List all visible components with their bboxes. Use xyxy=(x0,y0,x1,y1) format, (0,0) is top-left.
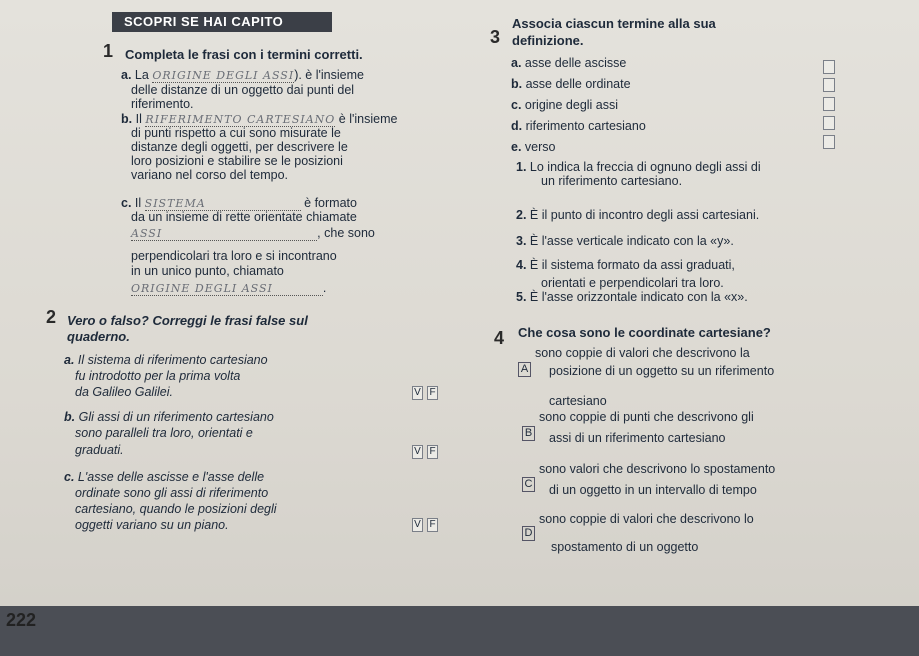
ex3-number: 3 xyxy=(490,27,501,47)
ex1-c-post: è formato xyxy=(304,196,357,210)
ex3-term-c-label: c. xyxy=(511,98,522,112)
section-header: SCOPRI SE HAI CAPITO xyxy=(112,12,332,32)
ex3-def1-line2: un riferimento cartesiano. xyxy=(541,174,683,188)
ex1-a-pre: La xyxy=(134,68,149,82)
ex2-c-line3: cartesiano, quando le posizioni degli xyxy=(75,502,277,516)
ex1-c-end: . xyxy=(322,281,327,295)
ex2-number: 2 xyxy=(46,307,57,327)
ex2-a-text1: Il sistema di riferimento cartesiano xyxy=(77,353,268,367)
ex3-def5-text: È l'asse orizzontale indicato con la «x». xyxy=(529,290,748,304)
ex3-def4-number: 4. xyxy=(516,258,527,272)
ex3-def3-number: 3. xyxy=(516,234,527,248)
ex1-c-line1 xyxy=(121,196,357,211)
ex1-number: 1 xyxy=(103,41,114,61)
ex1-b-line2: di punti rispetto a cui sono misurate le xyxy=(131,126,341,140)
ex2-a-false-checkbox[interactable]: F xyxy=(427,386,438,400)
ex1-b-pre: Il xyxy=(135,112,142,126)
ex1-a-post: ). è l'insieme xyxy=(294,68,364,82)
ex3-answer-box-c[interactable] xyxy=(823,97,835,111)
ex2-c-false-checkbox[interactable]: F xyxy=(427,518,438,532)
ex2-a-line2: fu introdotto per la prima volta xyxy=(75,369,241,383)
ex3-term-d-label: d. xyxy=(511,119,523,133)
ex3-term-e-text: verso xyxy=(524,140,556,154)
ex3-def4-line1 xyxy=(516,258,735,273)
ex2-a-line3: da Galileo Galilei. xyxy=(75,385,173,399)
ex3-answer-box-e[interactable] xyxy=(823,135,835,149)
ex2-b-line2: sono paralleli tra loro, orientati e xyxy=(75,426,253,440)
ex2-b-line3: graduati. xyxy=(75,443,124,457)
ex3-term-d-text: riferimento cartesiano xyxy=(525,119,646,133)
ex3-answer-box-d[interactable] xyxy=(823,116,835,130)
ex2-c-label: c. xyxy=(64,470,75,484)
ex3-def3 xyxy=(516,234,734,249)
ex1-a-answer: ORIGINE DEGLI ASSI xyxy=(152,69,295,82)
ex1-c-line2: da un insieme di rette orientate chiamate xyxy=(131,210,357,224)
ex4-option-b-line2: assi di un riferimento cartesiano xyxy=(549,431,726,445)
ex4-option-c-box[interactable]: C xyxy=(522,477,535,492)
ex4-option-a-line3: cartesiano xyxy=(549,394,607,408)
ex2-c-true-checkbox[interactable]: V xyxy=(412,518,423,532)
ex2-c-line4: oggetti variano su un piano. xyxy=(75,518,229,532)
ex3-answer-box-b[interactable] xyxy=(823,78,835,92)
ex4-option-d-box[interactable]: D xyxy=(522,526,535,541)
ex3-term-a-label: a. xyxy=(511,56,522,70)
ex3-term-a xyxy=(511,56,626,71)
ex3-term-b-text: asse delle ordinate xyxy=(525,77,631,91)
ex3-def4-line2: orientati e perpendicolari tra loro. xyxy=(541,276,724,290)
ex1-c-answer2: ASSI xyxy=(131,227,317,241)
ex3-title: Associa ciascun termine alla sua xyxy=(512,16,716,31)
ex3-def2 xyxy=(516,208,759,223)
ex3-answer-box-a[interactable] xyxy=(823,60,835,74)
ex1-c-label: c. xyxy=(121,196,132,210)
ex2-title: Vero o falso? Correggi le frasi false sul xyxy=(67,313,308,328)
ex1-b-line5: variano nel corso del tempo. xyxy=(131,168,289,182)
ex1-c-line6 xyxy=(131,281,326,296)
ex3-def5-number: 5. xyxy=(516,290,527,304)
ex2-a-true-checkbox[interactable]: V xyxy=(412,386,423,400)
ex4-number: 4 xyxy=(494,328,505,348)
ex2-title-line2: quaderno. xyxy=(67,329,130,344)
ex1-title: Completa le frasi con i termini corretti. xyxy=(125,47,363,62)
ex4-option-b-box[interactable]: B xyxy=(522,426,535,441)
ex3-title-line2: definizione. xyxy=(512,33,584,48)
ex1-b-line3: distanze degli oggetti, per descrivere le xyxy=(131,140,348,154)
ex1-b-line4: loro posizioni e stabilire se le posizioni xyxy=(131,154,343,168)
ex3-def2-text: È il punto di incontro degli assi cartesiani. xyxy=(529,208,760,222)
ex3-term-e-label: e. xyxy=(511,140,522,154)
ex1-a-line3: riferimento. xyxy=(131,97,194,111)
ex1-c-line4: perpendicolari tra loro e si incontrano xyxy=(131,249,337,263)
ex4-option-a-line1: sono coppie di valori che descrivono la xyxy=(535,346,750,360)
page-number: 222 xyxy=(6,610,37,630)
ex1-b-post: è l'insieme xyxy=(338,112,398,126)
ex4-option-c-line1: sono valori che descrivono lo spostamento xyxy=(539,462,776,476)
ex1-a-line2: delle distanze di un oggetto dai punti del xyxy=(131,83,355,97)
ex2-c-line2: ordinate sono gli assi di riferimento xyxy=(75,486,269,500)
page-footer xyxy=(0,606,919,656)
ex1-c-line5: in un unico punto, chiamato xyxy=(131,264,284,278)
ex1-a-line1 xyxy=(121,68,364,83)
ex3-term-e xyxy=(511,140,556,155)
ex4-option-d-line2: spostamento di un oggetto xyxy=(551,540,699,554)
ex4-option-a-box[interactable]: A xyxy=(518,362,531,377)
ex2-a-label: a. xyxy=(64,353,75,367)
ex3-term-b xyxy=(511,77,631,92)
ex4-option-c-line2: di un oggetto in un intervallo di tempo xyxy=(549,483,757,497)
ex2-b-true-checkbox[interactable]: V xyxy=(412,445,423,459)
ex3-term-c xyxy=(511,98,618,113)
ex3-def3-text: È l'asse verticale indicato con la «y». xyxy=(529,234,734,248)
ex3-term-d xyxy=(511,119,646,134)
ex3-term-c-text: origine degli assi xyxy=(524,98,619,112)
ex4-option-a-line2: posizione di un oggetto su un riferimento xyxy=(549,364,775,378)
ex1-c-pre: Il xyxy=(134,196,142,210)
ex2-a-line1 xyxy=(64,353,268,368)
ex2-b-label: b. xyxy=(64,410,76,424)
ex3-def2-number: 2. xyxy=(516,208,527,222)
ex3-def5 xyxy=(516,290,748,305)
ex3-def1-number: 1. xyxy=(516,160,527,174)
ex1-a-label: a. xyxy=(121,68,132,82)
ex1-c-answer3: ORIGINE DEGLI ASSI xyxy=(131,282,323,296)
ex1-b-answer: RIFERIMENTO CARTESIANO xyxy=(145,113,336,126)
ex2-b-text1: Gli assi di un riferimento cartesiano xyxy=(78,410,274,424)
ex4-title: Che cosa sono le coordinate cartesiane? xyxy=(518,325,771,340)
ex1-c-line3-text: , che sono xyxy=(317,226,375,240)
ex2-b-line1 xyxy=(64,410,274,425)
ex4-option-b-line1: sono coppie di punti che descrivono gli xyxy=(539,410,754,424)
ex3-term-a-text: asse delle ascisse xyxy=(524,56,627,70)
ex1-c-answer1: SISTEMA xyxy=(145,197,301,211)
ex2-c-text1: L'asse delle ascisse e l'asse delle xyxy=(77,470,265,484)
ex3-def4-text1: È il sistema formato da assi graduati, xyxy=(529,258,735,272)
ex1-b-line1 xyxy=(121,112,397,127)
ex3-def1-text1: Lo indica la freccia di ognuno degli assi di xyxy=(529,160,761,174)
ex3-term-b-label: b. xyxy=(511,77,523,91)
ex3-def1-line1 xyxy=(516,160,761,175)
ex1-b-label: b. xyxy=(121,112,133,126)
ex2-b-false-checkbox[interactable]: F xyxy=(427,445,438,459)
ex1-c-line3 xyxy=(131,226,375,241)
ex4-option-d-line1: sono coppie di valori che descrivono lo xyxy=(539,512,754,526)
ex2-c-line1 xyxy=(64,470,264,485)
